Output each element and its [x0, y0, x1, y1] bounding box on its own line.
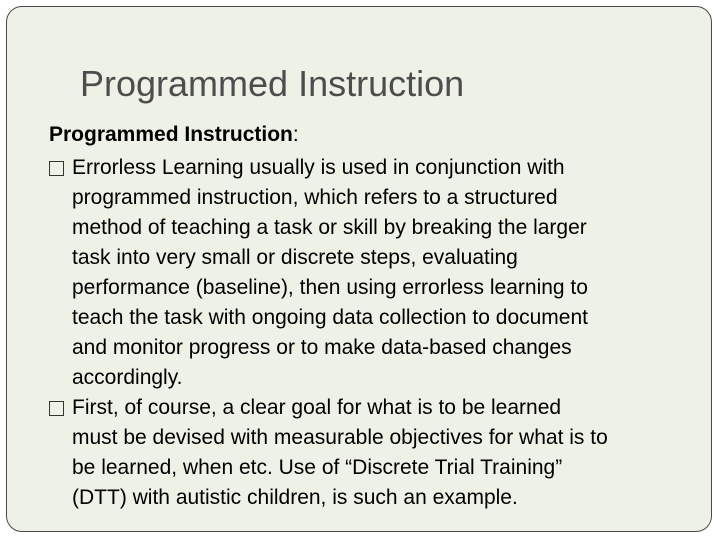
bullet-line: and monitor progress or to make data-based changes — [72, 336, 572, 359]
square-bullet-icon — [49, 161, 64, 176]
slide — [6, 6, 712, 532]
bullet-line: (DTT) with autistic children, is such an example. — [72, 486, 518, 509]
bullet-line: First, of course, a clear goal for what is to be learned — [72, 396, 562, 419]
bullet-line: method of teaching a task or skill by breaking the larger — [72, 216, 587, 239]
bullet-line: teach the task with ongoing data collection to document — [72, 306, 588, 329]
slide-title: Programmed Instruction — [80, 63, 465, 104]
bullet-line: be learned, when etc. Use of “Discrete Trial Training” — [72, 456, 563, 479]
bullet-line: must be devised with measurable objectives for what is to — [72, 426, 608, 449]
bullet-line: accordingly. — [72, 366, 183, 389]
bullet-line: Errorless Learning usually is used in conjunction with — [72, 156, 565, 179]
bullet-line: task into very small or discrete steps, evaluating — [72, 246, 518, 269]
bullet-line: programmed instruction, which refers to a structured — [72, 186, 558, 209]
subheading-label: Programmed Instruction — [49, 123, 293, 146]
bullet-list — [49, 153, 699, 513]
square-bullet-icon — [49, 401, 64, 416]
bullet-item-1 — [49, 153, 699, 393]
bullet-item-2 — [49, 393, 699, 513]
subheading — [49, 123, 299, 147]
bullet-line: performance (baseline), then using errorless learning to — [72, 276, 588, 299]
subheading-colon: : — [292, 123, 299, 146]
